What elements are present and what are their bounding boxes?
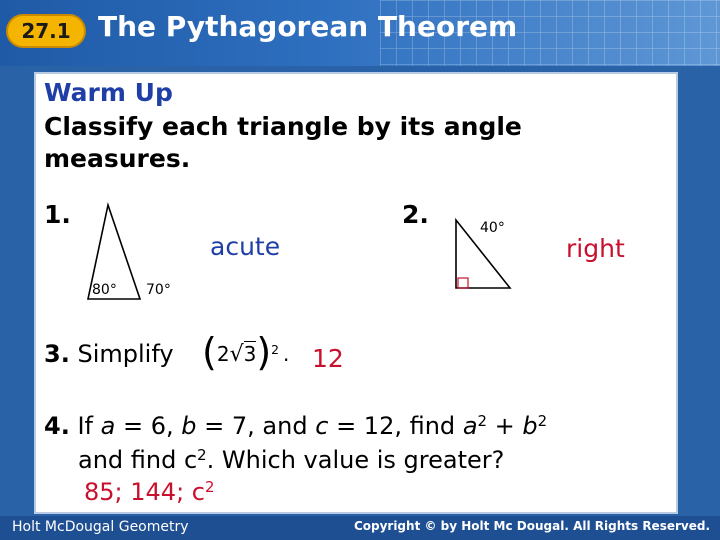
q4-plus: + <box>494 412 515 440</box>
header-bar <box>0 0 720 66</box>
lesson-badge: 27.1 <box>6 14 86 48</box>
q4-var-b: b <box>181 412 197 440</box>
q3-text: Simplify <box>77 340 174 368</box>
q4-number: 4. <box>44 412 70 440</box>
close-paren: ) <box>256 330 272 374</box>
footer-publisher: Holt McDougal Geometry <box>12 519 189 535</box>
q4-var-a: a <box>100 412 116 440</box>
q4-answer-text: 85; 144; c <box>84 478 205 506</box>
q4-line-2 <box>78 446 504 474</box>
q3-exponent: 2 <box>271 342 280 358</box>
q4-b-squared-base: b <box>522 412 538 440</box>
slide-title: The Pythagorean Theorem <box>98 10 518 43</box>
q1-angle-b-label: 70° <box>146 282 171 298</box>
q4-answer-exponent: 2 <box>204 477 215 496</box>
q1-number: 1. <box>44 200 71 229</box>
q3-radicand: 3 <box>243 342 257 366</box>
q2-answer: right <box>566 234 625 263</box>
open-paren: ( <box>202 330 217 374</box>
q2-angle-label: 40° <box>480 220 505 236</box>
q3-expression <box>202 330 289 374</box>
q4-a-exponent: 2 <box>477 411 487 430</box>
q4-c-exponent: 2 <box>197 445 207 464</box>
q4-b-value: = 7, and <box>204 412 308 440</box>
q3-period: . <box>283 342 290 366</box>
q4-answer <box>84 478 214 506</box>
q4-line-1 <box>44 412 547 440</box>
q4-line2-text-b: . Which value is greater? <box>206 446 505 474</box>
q3-answer: 12 <box>312 344 344 373</box>
instruction-line-2: measures. <box>44 144 191 173</box>
q4-b-exponent: 2 <box>537 411 548 430</box>
instruction-line-1: Classify each triangle by its angle <box>44 112 522 141</box>
q3-coefficient: 2 <box>216 342 230 366</box>
q4-var-c: c <box>315 412 329 440</box>
q1-answer: acute <box>210 232 281 261</box>
footer-copyright: Copyright © by Holt Mc Dougal. All Rights Reserved. <box>353 519 710 533</box>
q4-line2-text-a: and find c <box>78 446 198 474</box>
q3-prompt <box>44 340 174 368</box>
q4-text-if: If <box>77 412 93 440</box>
warm-up-heading: Warm Up <box>44 78 173 107</box>
q2-number: 2. <box>402 200 429 229</box>
q4-c-value: = 12, find <box>336 412 456 440</box>
right-angle-marker <box>458 278 468 288</box>
sqrt-symbol: √ <box>229 342 244 367</box>
q1-angle-a-label: 80° <box>92 282 117 298</box>
q4-a-squared-base: a <box>462 412 478 440</box>
footer-bar <box>0 516 720 540</box>
q3-number: 3. <box>44 340 70 368</box>
q4-a-value: = 6, <box>123 412 174 440</box>
